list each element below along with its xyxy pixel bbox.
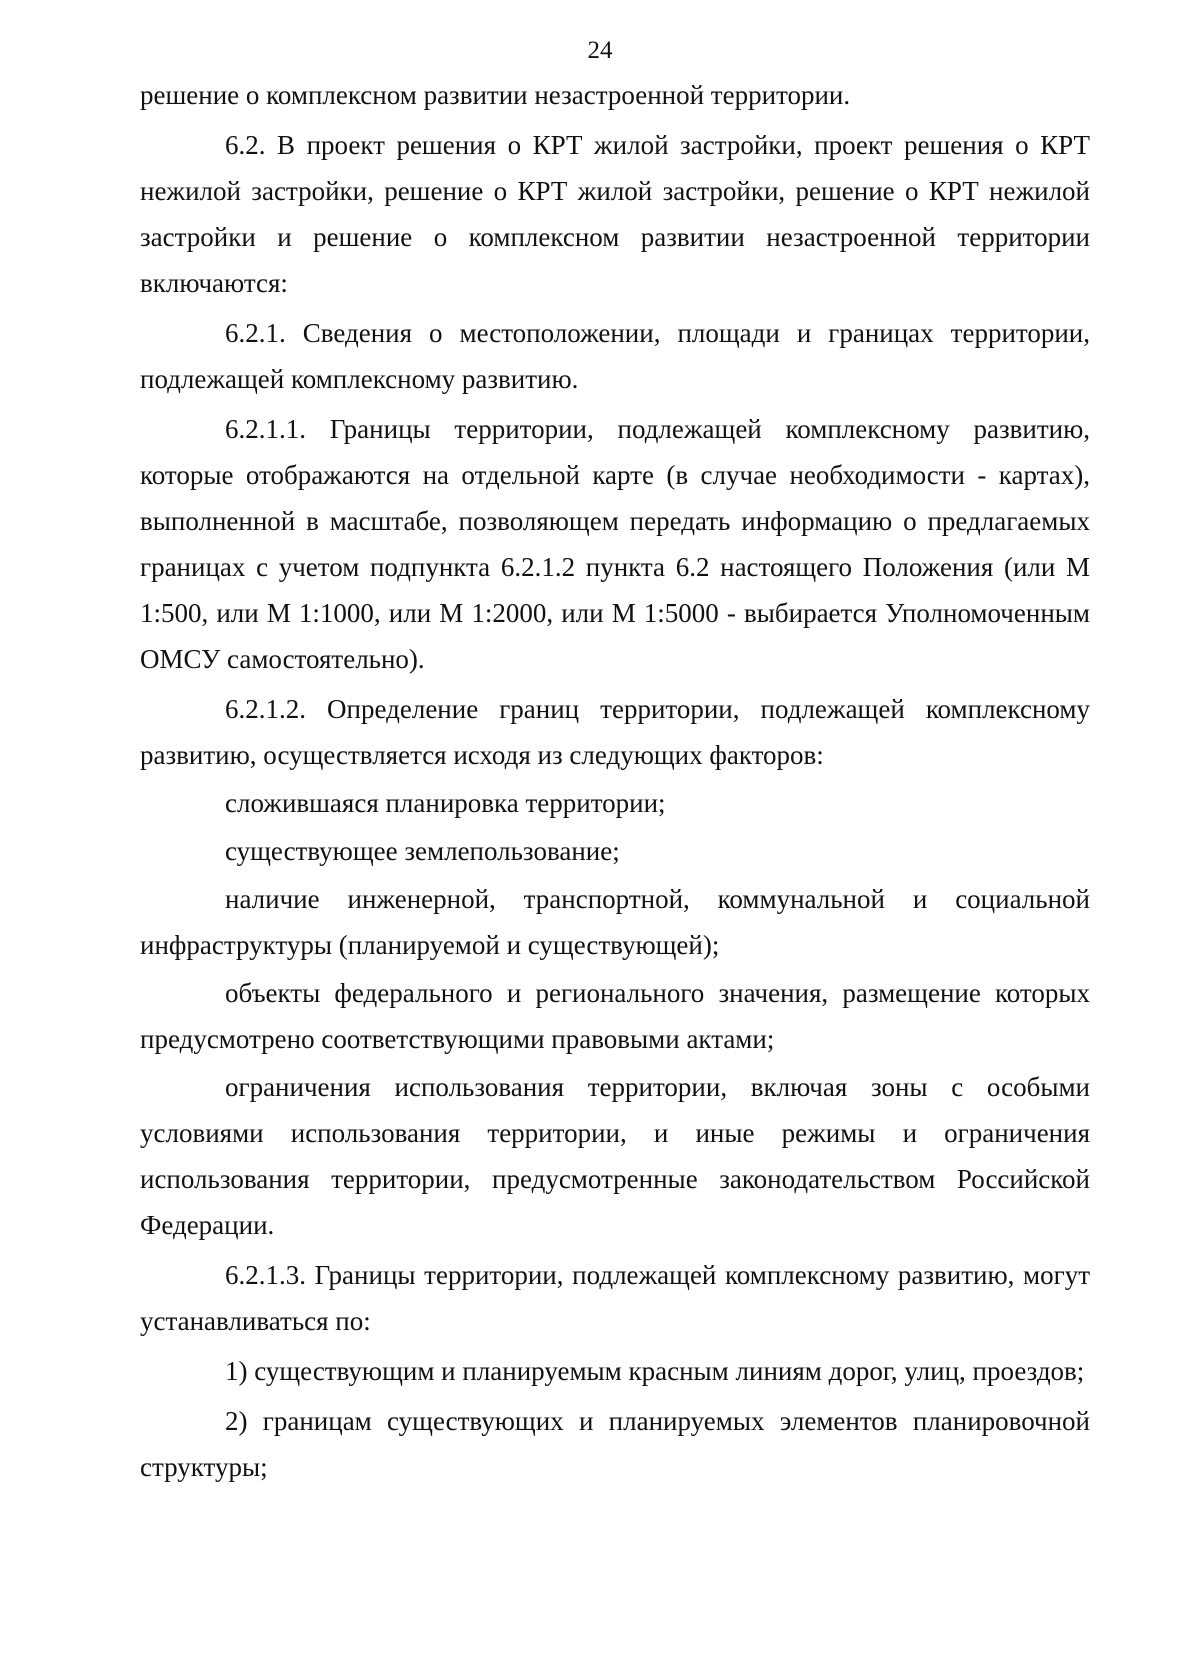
paragraph-6-2-1-1: 6.2.1.1. Границы территории, подлежащей комплексному развитию, которые отображаются на отдельной карте (в случае необходимости - картах), выполненной в масштабе, позволяющем передать информацию о предлагаемых границах с учетом подпункта 6.2.1.2 пункта 6.2 настоящего Положения (или М 1:500, или М 1:1000, или М 1:2000, или М 1:5000 - выбирается Уполномоченным ОМСУ самостоятельно). — [140, 414, 1090, 674]
list-item-land-use: существующее землепользование; — [225, 836, 620, 866]
document-body — [140, 72, 1090, 1492]
list-item-2: 2) границам существующих и планируемых элементов планировочной структуры; — [140, 1406, 1090, 1482]
list-item-infrastructure: наличие инженерной, транспортной, коммунальной и социальной инфраструктуры (планируемой и существующей); — [140, 884, 1090, 960]
paragraph-continuation: решение о комплексном развитии незастроенной территории. — [140, 80, 851, 110]
list-item-planning: сложившаяся планировка территории; — [225, 788, 666, 818]
paragraph-6-2-1: 6.2.1. Сведения о местоположении, площади и границах территории, подлежащей комплексному развитию. — [140, 318, 1090, 394]
paragraph-6-2-1-2: 6.2.1.2. Определение границ территории, подлежащей комплексному развитию, осуществляется исходя из следующих факторов: — [140, 694, 1090, 770]
page-number: 24 — [587, 37, 613, 64]
list-item-restrictions: ограничения использования территории, включая зоны с особыми условиями использования территории, и иные режимы и ограничения использования территории, предусмотренные законодательством Российской Федерации. — [140, 1072, 1090, 1240]
list-item-federal-objects: объекты федерального и регионального значения, размещение которых предусмотрено соответствующими правовыми актами; — [140, 978, 1090, 1054]
list-item-1: 1) существующим и планируемым красным линиям дорог, улиц, проездов; — [225, 1356, 1085, 1386]
paragraph-6-2-1-3: 6.2.1.3. Границы территории, подлежащей комплексному развитию, могут устанавливаться по: — [140, 1260, 1090, 1336]
paragraph-6-2: 6.2. В проект решения о КРТ жилой застройки, проект решения о КРТ нежилой застройки, решение о КРТ жилой застройки, решение о КРТ нежилой застройки и решение о комплексном развитии незастроенной территории включаются: — [140, 130, 1090, 298]
